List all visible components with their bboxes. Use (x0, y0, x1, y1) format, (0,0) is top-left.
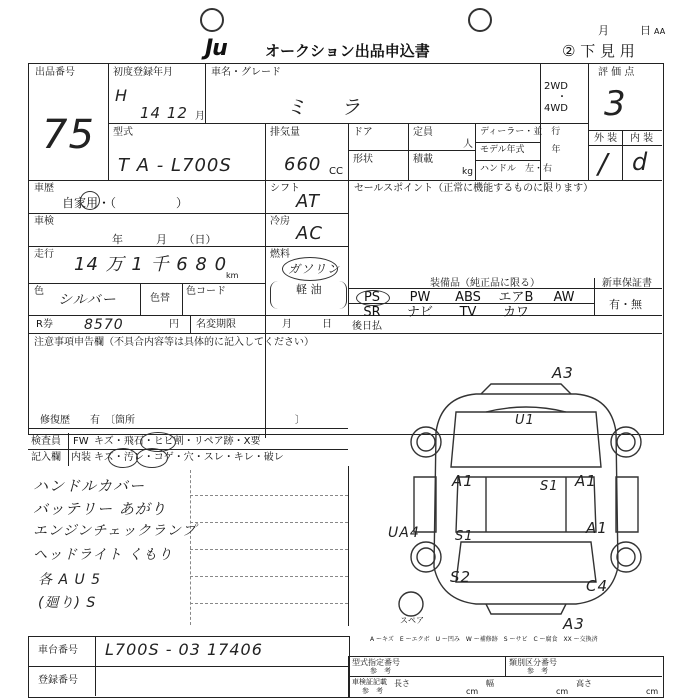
displacement-value: 660 (284, 154, 322, 175)
day-label: 日 (640, 24, 651, 37)
inspection-label: 車検 (34, 216, 54, 227)
rating-value: 3 (604, 84, 627, 124)
entry-label: 記入欄 (31, 452, 61, 463)
reference-label-3: 参 考 (362, 687, 383, 695)
type-designation-label: 型式指定番号 (352, 658, 400, 667)
interior-check-items: キズ・汚レ・コゲ・穴・スレ・キレ・破レ (94, 452, 284, 463)
interior-check-label: 内装 (71, 452, 91, 463)
equipment-item: SR (363, 305, 381, 320)
dealer-label: ディーラー・並 行 (480, 127, 561, 137)
mileage-label: 走行 (34, 249, 54, 260)
car-name-label: 車名・グレード (211, 67, 281, 78)
fw-items: キズ・飛石・ヒビ割・リペア跡・X要 (94, 436, 261, 447)
equipment-item: カワ (502, 305, 529, 320)
height-unit: cm (646, 687, 659, 696)
reg-number-label: 登録番号 (38, 675, 78, 686)
damage-mark-9: S2 (450, 568, 472, 586)
class-label: 類別区分番号 (509, 658, 557, 667)
interior-value: d (632, 148, 649, 176)
equipment-item: PS (363, 290, 381, 305)
punch-hole-left (200, 8, 224, 32)
lot-number-value: 75 (42, 112, 95, 158)
damage-mark-8: A1 (586, 519, 608, 537)
first-reg-era: H (115, 86, 129, 105)
damage-mark-4: S1 (540, 479, 559, 494)
ac-value: AC (296, 223, 323, 244)
warranty-label: 新車保証書 (602, 278, 652, 289)
damage-mark-7: S1 (455, 529, 474, 544)
damage-mark-5: A1 (575, 472, 597, 490)
form-title: オークション出品申込書 (265, 42, 430, 60)
model-value: T A - L700S (118, 155, 232, 176)
fw-label: FW (73, 436, 89, 447)
later-payment-label: 後日払 (352, 321, 382, 332)
usage-value: 自家用・（ ） (62, 196, 189, 210)
exterior-label: 外 装 (594, 133, 618, 144)
spare-label: スペア (400, 616, 424, 625)
exterior-value: / (598, 147, 609, 180)
inspector-label: 検査員 (31, 436, 61, 447)
reference-label-1: 参 考 (370, 667, 391, 675)
load-label: 積載 (413, 154, 433, 165)
repair-history-label: 修復歴 有 〔箇所 〕 (40, 415, 305, 426)
first-reg-value: 14 12 (140, 104, 188, 122)
month-label: 月 (598, 24, 609, 37)
shift-label: シフト (270, 183, 300, 194)
cert-label: 車検証記載 (352, 678, 387, 686)
int-circle-2 (136, 448, 168, 468)
ac-label: 冷房 (270, 216, 290, 227)
color-code-label: 色コード (186, 286, 226, 297)
equipment-label: 装備品（純正品に限る） (430, 278, 540, 289)
displacement-label: 排気量 (270, 127, 300, 138)
equipment-item: TV (459, 305, 477, 320)
damage-mark-1: A3 (552, 364, 574, 382)
damage-mark-10: C4 (586, 577, 609, 595)
mileage-value: 14 万 1 千 6 8 0 (74, 254, 228, 275)
length-label: 長さ (394, 679, 410, 688)
handwritten-note-5: 各 A U 5 (38, 572, 102, 588)
yen-unit: 円 (169, 319, 179, 330)
first-reg-label: 初度登録年月 (113, 67, 173, 78)
usage-circle (80, 191, 100, 210)
recolor-label: 色替 (150, 293, 170, 304)
width-unit: cm (556, 687, 569, 696)
person-unit: 人 (463, 139, 473, 150)
ps-circle (356, 290, 390, 306)
chassis-label: 車台番号 (38, 645, 78, 656)
equipment-item: ABS (455, 290, 481, 305)
handwritten-note-6: (廻り) S (38, 595, 97, 611)
sales-point-label: セールスポイント（正常に機能するものに限ります） (354, 183, 594, 194)
drive-2wd: 2WD (544, 81, 568, 92)
kg-unit: kg (462, 167, 473, 177)
handle-label: ハンドル 左・右 (480, 164, 553, 174)
equipment-item: エアB (498, 290, 534, 305)
chassis-value: L700S - 03 17406 (105, 640, 263, 659)
damage-legend: A ーキズ E ーエクボ U ー凹み W ー補修跡 S ーサビ C ー腐食 XX ー交換済 (370, 636, 598, 643)
fuel-oil: 軽 油 (296, 283, 322, 296)
rating-label: 評 価 点 (598, 67, 635, 78)
damage-mark-6: UA4 (388, 525, 420, 541)
cc-unit: CC (329, 166, 343, 177)
fuel-value: ガソリン (288, 262, 341, 276)
shape-label: 形状 (353, 154, 373, 165)
shift-value: AT (296, 191, 320, 212)
car-name-value: ミ ラ (286, 95, 375, 119)
km-unit: km (226, 271, 239, 280)
capacity-label: 定員 (413, 127, 433, 138)
color-value: シルバー (58, 292, 117, 308)
handwritten-note-2: バッテリー あがり (33, 500, 167, 518)
name-change-value: 月 日 (282, 319, 332, 330)
equipment-item: AW (553, 290, 575, 305)
ju-logo: Ju (205, 36, 227, 61)
width-label: 幅 (486, 679, 494, 688)
reference-label-2: 参 考 (527, 667, 548, 675)
recycle-label: R券 (36, 319, 53, 330)
damage-mark-11: A3 (563, 615, 585, 633)
height-label: 高さ (576, 679, 592, 688)
model-year-label: モデル年式 年 (480, 145, 561, 155)
name-change-label: 名変期限 (196, 319, 236, 330)
equipment-item: ナビ (406, 305, 433, 320)
form-subtitle: ② 下 見 用 (562, 42, 635, 60)
fuel-circle (282, 257, 341, 281)
usage-label: 車歴 (34, 183, 54, 194)
fuel-label: 燃料 (270, 249, 290, 260)
handwritten-note-4: ヘッドライト くもり (33, 547, 174, 563)
recycle-value: 8570 (84, 317, 124, 333)
notes-label: 注意事項申告欄（不具合内容等は具体的に記入してください） (34, 337, 314, 348)
aa-label: AA (654, 27, 666, 36)
int-circle-1 (108, 448, 138, 468)
interior-label: 内 装 (630, 133, 654, 144)
inspection-value: 年 月 （日） (112, 233, 217, 246)
lot-number-label: 出品番号 (35, 67, 75, 78)
color-label: 色 (34, 286, 44, 297)
punch-hole-right (468, 8, 492, 32)
equipment-item: PW (409, 290, 431, 305)
model-label: 型式 (113, 127, 133, 138)
drive-dot: ・ (557, 92, 567, 103)
drive-4wd: 4WD (544, 103, 568, 114)
length-unit: cm (466, 687, 479, 696)
fuel-bracket (270, 281, 347, 309)
warranty-value: 有・無 (609, 298, 642, 311)
damage-mark-3: A1 (452, 472, 474, 490)
handwritten-note-1: ハンドルカバー (33, 477, 146, 495)
door-label: ドア (353, 127, 373, 138)
first-reg-month-suffix: 月 (195, 111, 205, 122)
damage-mark-2: U1 (515, 413, 535, 428)
car-damage-diagram (396, 372, 666, 627)
handwritten-note-3: エンジンチェックランプ (33, 523, 197, 539)
